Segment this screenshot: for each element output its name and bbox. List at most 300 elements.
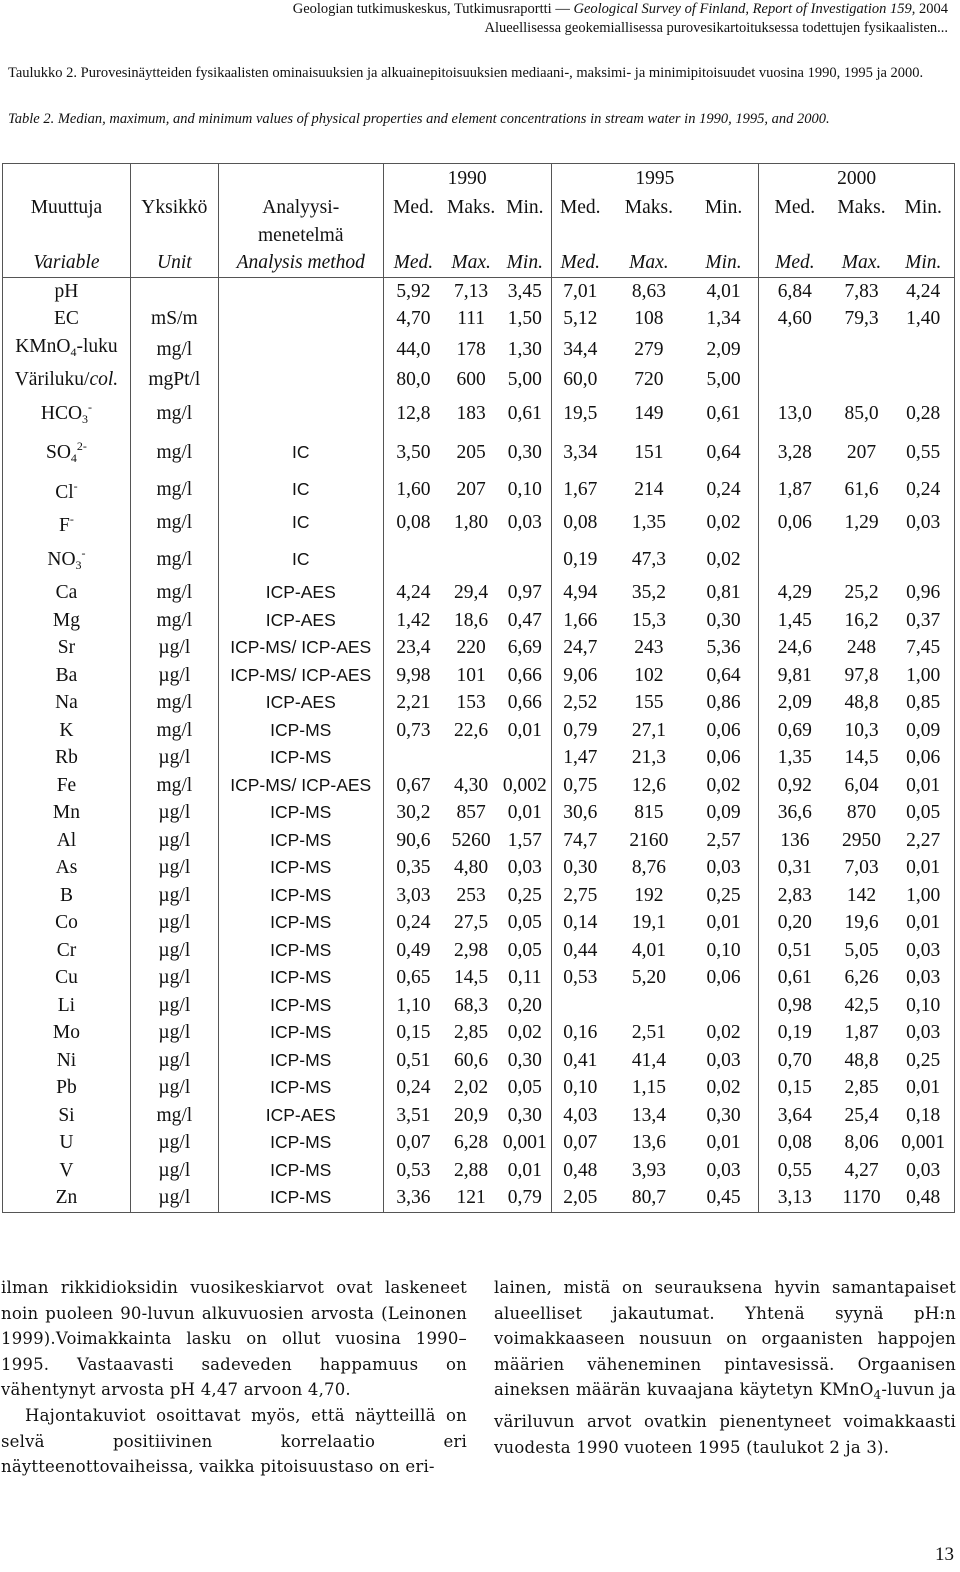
variable-cell bbox=[3, 506, 131, 540]
blank-cell bbox=[383, 222, 443, 250]
value-cell: 0,03 bbox=[706, 1159, 741, 1181]
method-cell: ICP-MS bbox=[218, 744, 383, 772]
value-cell: 178 bbox=[456, 338, 486, 360]
value-cell: 0,55 bbox=[892, 433, 954, 473]
header-stat-en: Med. bbox=[383, 249, 443, 277]
method-cell bbox=[218, 394, 383, 434]
table-row bbox=[3, 366, 955, 394]
method-cell: ICP-MS bbox=[218, 827, 383, 855]
value-cell: 0,19 bbox=[759, 1019, 831, 1047]
value-cell: 0,002 bbox=[502, 774, 547, 796]
value-cell: 27,5 bbox=[454, 912, 489, 933]
value-cell: 0,03 bbox=[507, 857, 542, 878]
value-cell: 5,12 bbox=[551, 305, 609, 333]
value-cell: 0,92 bbox=[759, 772, 831, 800]
value-cell: 0,47 bbox=[507, 609, 542, 631]
header-stat-en: Max. bbox=[831, 249, 893, 277]
value-cell: 8,76 bbox=[631, 857, 666, 878]
value-cell: 25,2 bbox=[844, 582, 879, 603]
value-cell: 5,00 bbox=[507, 369, 542, 390]
value-cell: 1,67 bbox=[551, 473, 609, 507]
value-cell: 4,03 bbox=[551, 1102, 609, 1130]
unit-cell: mg/l bbox=[130, 473, 218, 507]
variable-cell bbox=[3, 992, 131, 1020]
value-cell: 0,41 bbox=[551, 1047, 609, 1075]
body-paragraph bbox=[494, 1275, 956, 1460]
value-cell: 1,42 bbox=[383, 607, 443, 635]
unit-cell: mg/l bbox=[130, 506, 218, 540]
variable-cell bbox=[3, 937, 131, 965]
value-cell: 0,20 bbox=[507, 994, 542, 1016]
method-cell: ICP-MS bbox=[218, 937, 383, 965]
value-cell: 2950 bbox=[842, 829, 882, 851]
value-cell: 4,24 bbox=[383, 579, 443, 607]
value-cell: 0,03 bbox=[892, 1019, 954, 1047]
value-cell: 80,0 bbox=[383, 366, 443, 394]
blank-cell bbox=[499, 222, 551, 250]
variable-name: F bbox=[59, 515, 70, 536]
value-cell: 1,35 bbox=[759, 744, 831, 772]
value-cell: 1,80 bbox=[454, 512, 489, 533]
value-cell: 0,03 bbox=[892, 506, 954, 540]
value-cell: 2,85 bbox=[454, 1022, 489, 1043]
value-cell: 60,0 bbox=[551, 366, 609, 394]
value-cell: 0,45 bbox=[689, 1184, 759, 1212]
value-cell: 0,61 bbox=[507, 402, 542, 424]
value-cell: 3,13 bbox=[759, 1184, 831, 1212]
variable-name: Pb bbox=[56, 1077, 77, 1098]
blank-cell bbox=[3, 164, 131, 195]
blank-cell bbox=[443, 222, 499, 250]
value-cell: 60,6 bbox=[454, 1049, 489, 1071]
value-cell bbox=[759, 333, 831, 367]
variable-cell bbox=[3, 854, 131, 882]
value-cell: 6,84 bbox=[759, 277, 831, 305]
variable-cell bbox=[3, 366, 131, 394]
table-row bbox=[3, 799, 955, 827]
table-row bbox=[3, 634, 955, 662]
table-caption-finnish: Taulukko 2. Purovesinäytteiden fysikaalisten ominaisuuksien ja alkuainepitoisuuksien mediaani-, maksimi- ja minimipitoisuudet vuosina 1990, 1995 ja 2000. bbox=[8, 65, 924, 81]
value-cell: 0,07 bbox=[383, 1129, 443, 1157]
variable-cell bbox=[3, 1074, 131, 1102]
value-cell: 0,35 bbox=[383, 854, 443, 882]
header-stat-fi: Min. bbox=[892, 194, 954, 222]
unit-cell: µg/l bbox=[130, 1019, 218, 1047]
value-cell: 44,0 bbox=[383, 333, 443, 367]
header-stat-fi: Med. bbox=[551, 194, 609, 222]
variable-name: Cr bbox=[56, 939, 77, 961]
value-cell: 0,01 bbox=[892, 1074, 954, 1102]
value-cell: 9,06 bbox=[551, 662, 609, 690]
value-cell: 25,4 bbox=[844, 1104, 879, 1126]
method-cell: IC bbox=[218, 506, 383, 540]
table-row bbox=[3, 854, 955, 882]
value-cell: 1,40 bbox=[892, 305, 954, 333]
variable-cell bbox=[3, 579, 131, 607]
table-row bbox=[3, 964, 955, 992]
value-cell: 2,09 bbox=[706, 338, 741, 360]
value-cell: 0,30 bbox=[706, 609, 741, 631]
value-cell: 243 bbox=[634, 637, 664, 658]
value-cell: 30,2 bbox=[383, 799, 443, 827]
value-cell: 0,64 bbox=[706, 664, 741, 686]
value-cell: 4,80 bbox=[454, 857, 489, 878]
value-cell: 22,6 bbox=[454, 719, 489, 741]
value-cell: 0,51 bbox=[383, 1047, 443, 1075]
value-cell: 0,001 bbox=[892, 1129, 954, 1157]
value-cell: 0,10 bbox=[706, 939, 741, 961]
value-cell: 27,1 bbox=[631, 719, 666, 741]
value-cell: 7,13 bbox=[454, 280, 489, 302]
value-cell: 0,16 bbox=[551, 1019, 609, 1047]
value-cell: 19,6 bbox=[844, 912, 879, 933]
value-cell: 0,02 bbox=[507, 1022, 542, 1043]
value-cell: 2,83 bbox=[759, 882, 831, 910]
value-cell: 21,3 bbox=[631, 747, 666, 768]
year-1995: 1995 bbox=[551, 164, 759, 195]
page-number: 13 bbox=[935, 1544, 954, 1565]
value-cell: 12,8 bbox=[383, 394, 443, 434]
method-cell: ICP-AES bbox=[218, 607, 383, 635]
value-cell: 2160 bbox=[629, 829, 669, 851]
variable-name: Al bbox=[56, 829, 77, 851]
value-cell: 0,53 bbox=[383, 1157, 443, 1185]
value-cell: 0,08 bbox=[759, 1129, 831, 1157]
value-cell: 1,35 bbox=[631, 512, 666, 533]
value-cell: 79,3 bbox=[844, 308, 879, 329]
value-cell bbox=[831, 540, 893, 580]
value-cell: 0,44 bbox=[551, 937, 609, 965]
value-cell: 279 bbox=[634, 338, 664, 360]
value-cell: 5,36 bbox=[706, 637, 741, 658]
header-stat-en: Med. bbox=[759, 249, 831, 277]
unit-cell: mg/l bbox=[130, 607, 218, 635]
body-text-part: -luvun ja väriluvun arvot ovatkin pienentyneet voimakkaasti vuodesta 1990 vuoteen 1995 (taulukot 2 ja 3). bbox=[494, 1380, 956, 1457]
value-cell: 0,01 bbox=[507, 802, 542, 823]
value-cell: 6,04 bbox=[844, 774, 879, 796]
variable-cell bbox=[3, 1129, 131, 1157]
blank-cell bbox=[759, 222, 831, 250]
unit-cell: µg/l bbox=[130, 662, 218, 690]
unit-cell: µg/l bbox=[130, 1184, 218, 1212]
value-cell: 0,05 bbox=[507, 1077, 542, 1098]
body-text-subscript: 4 bbox=[873, 1388, 882, 1403]
value-cell: 111 bbox=[457, 308, 485, 329]
value-cell: 0,48 bbox=[551, 1157, 609, 1185]
value-cell: 0,86 bbox=[706, 692, 741, 713]
value-cell: 1,00 bbox=[892, 882, 954, 910]
unit-cell: mg/l bbox=[130, 1102, 218, 1130]
value-cell: 13,6 bbox=[631, 1132, 666, 1153]
unit-cell: mg/l bbox=[130, 540, 218, 580]
blank-cell bbox=[892, 222, 954, 250]
value-cell: 0,30 bbox=[507, 1049, 542, 1071]
table-row bbox=[3, 744, 955, 772]
value-cell: 0,28 bbox=[892, 394, 954, 434]
value-cell: 0,25 bbox=[892, 1047, 954, 1075]
table-row bbox=[3, 607, 955, 635]
blank-cell bbox=[689, 222, 759, 250]
variable-name: Väriluku/ bbox=[14, 369, 90, 390]
variable-name: V bbox=[59, 1159, 74, 1181]
method-cell: ICP-MS bbox=[218, 717, 383, 745]
unit-cell: µg/l bbox=[130, 882, 218, 910]
value-cell: 2,98 bbox=[454, 939, 489, 961]
unit-cell: µg/l bbox=[130, 634, 218, 662]
value-cell: 0,15 bbox=[383, 1019, 443, 1047]
variable-cell bbox=[3, 1157, 131, 1185]
table-row bbox=[3, 992, 955, 1020]
value-cell: 12,6 bbox=[631, 774, 666, 796]
body-column-left bbox=[1, 1275, 467, 1480]
value-cell: 870 bbox=[846, 802, 877, 823]
header-stat-en: Min. bbox=[499, 249, 551, 277]
value-cell: 0,03 bbox=[706, 1049, 741, 1071]
value-cell: 3,64 bbox=[759, 1102, 831, 1130]
value-cell: 0,06 bbox=[706, 719, 741, 741]
variable-superscript: - bbox=[73, 478, 78, 493]
value-cell: 85,0 bbox=[844, 402, 879, 424]
method-cell: ICP-MS bbox=[218, 799, 383, 827]
value-cell bbox=[831, 366, 893, 394]
value-cell: 1,60 bbox=[383, 473, 443, 507]
variable-name: Rb bbox=[55, 747, 78, 768]
method-cell: IC bbox=[218, 540, 383, 580]
unit-cell: mgPt/l bbox=[130, 366, 218, 394]
value-cell: 10,3 bbox=[844, 719, 879, 741]
header-stat-en: Max. bbox=[609, 249, 689, 277]
value-cell bbox=[383, 540, 443, 580]
running-header bbox=[293, 0, 948, 38]
value-cell: 0,07 bbox=[551, 1129, 609, 1157]
unit-cell: µg/l bbox=[130, 854, 218, 882]
value-cell: 0,98 bbox=[759, 992, 831, 1020]
value-cell: 42,5 bbox=[844, 994, 879, 1016]
value-cell: 0,31 bbox=[759, 854, 831, 882]
value-cell: 13,0 bbox=[759, 394, 831, 434]
value-cell: 2,52 bbox=[551, 689, 609, 717]
value-cell: 600 bbox=[456, 369, 486, 390]
value-cell: 815 bbox=[634, 802, 664, 823]
table-row bbox=[3, 1074, 955, 1102]
variable-subscript: 4 bbox=[70, 451, 77, 465]
unit-cell: mg/l bbox=[130, 717, 218, 745]
value-cell: 155 bbox=[634, 692, 664, 713]
table-row bbox=[3, 333, 955, 367]
variable-name: Ca bbox=[55, 582, 78, 603]
year-2000: 2000 bbox=[759, 164, 955, 195]
value-cell: 3,03 bbox=[383, 882, 443, 910]
value-cell: 0,08 bbox=[383, 506, 443, 540]
value-cell: 205 bbox=[456, 442, 486, 463]
header-stat-en: Min. bbox=[689, 249, 759, 277]
value-cell: 183 bbox=[456, 402, 486, 424]
header-stat-en: Med. bbox=[551, 249, 609, 277]
value-cell: 36,6 bbox=[759, 799, 831, 827]
header-unit-en: Unit bbox=[130, 249, 218, 277]
variable-suffix: col. bbox=[89, 369, 119, 390]
value-cell: 7,83 bbox=[844, 280, 879, 302]
value-cell: 2,05 bbox=[551, 1184, 609, 1212]
value-cell: 41,4 bbox=[631, 1049, 666, 1071]
blank-cell bbox=[551, 222, 609, 250]
value-cell: 1,66 bbox=[551, 607, 609, 635]
value-cell: 7,45 bbox=[892, 634, 954, 662]
value-cell: 857 bbox=[456, 802, 486, 823]
variable-cell bbox=[3, 909, 131, 937]
value-cell: 6,28 bbox=[454, 1132, 489, 1153]
value-cell: 4,01 bbox=[706, 280, 741, 302]
value-cell: 136 bbox=[759, 827, 831, 855]
table-row bbox=[3, 1102, 955, 1130]
value-cell: 15,3 bbox=[631, 609, 666, 631]
value-cell: 0,79 bbox=[499, 1184, 551, 1212]
value-cell: 3,51 bbox=[383, 1102, 443, 1130]
value-cell: 4,27 bbox=[844, 1159, 879, 1181]
value-cell: 121 bbox=[443, 1184, 499, 1212]
header-method-fi-1: Analyysi- bbox=[218, 194, 383, 222]
value-cell bbox=[689, 992, 759, 1020]
value-cell: 0,55 bbox=[759, 1157, 831, 1185]
value-cell: 2,85 bbox=[844, 1077, 879, 1098]
variable-superscript: - bbox=[81, 545, 86, 560]
value-cell: 0,30 bbox=[551, 854, 609, 882]
body-paragraph: ilman rikkidioksidin vuosikeskiarvot ovat laskeneet noin puoleen 90-luvun alkuvuosien arvosta (Leinonen 1999).Voimakkainta lasku on ollut vuosina 1990–1995. Vastaavasti sadeveden happamuus on vähentynyt arvosta pH 4,47 arvoon 4,70. bbox=[1, 1278, 467, 1400]
value-cell: 253 bbox=[456, 884, 486, 906]
value-cell: 3,50 bbox=[383, 433, 443, 473]
value-cell: 2,88 bbox=[454, 1159, 489, 1181]
variable-superscript: - bbox=[69, 512, 74, 526]
value-cell: 0,01 bbox=[892, 909, 954, 937]
method-cell: ICP-MS bbox=[218, 992, 383, 1020]
value-cell: 0,03 bbox=[892, 937, 954, 965]
variable-name: Sr bbox=[57, 637, 76, 658]
method-cell bbox=[218, 333, 383, 367]
table-row bbox=[3, 1184, 955, 1212]
variable-cell bbox=[3, 607, 131, 635]
header-series: Geological Survey of Finland, Report of Investigation 159, bbox=[573, 1, 916, 17]
value-cell: 1,87 bbox=[844, 1022, 879, 1043]
variable-name: Mg bbox=[52, 609, 80, 631]
variable-suffix: -luku bbox=[76, 335, 118, 357]
unit-cell: µg/l bbox=[130, 1047, 218, 1075]
value-cell: 0,10 bbox=[551, 1074, 609, 1102]
header-unit-fi: Yksikkö bbox=[130, 194, 218, 222]
variable-cell bbox=[3, 772, 131, 800]
unit-cell: mg/l bbox=[130, 433, 218, 473]
value-cell: 23,4 bbox=[383, 634, 443, 662]
method-cell: ICP-MS bbox=[218, 854, 383, 882]
value-cell: 207 bbox=[456, 478, 486, 500]
variable-cell bbox=[3, 1019, 131, 1047]
table-row bbox=[3, 277, 955, 305]
value-cell: 1,30 bbox=[507, 338, 542, 360]
value-cell: 0,11 bbox=[508, 967, 542, 988]
value-cell: 0,61 bbox=[706, 402, 741, 424]
value-cell: 0,06 bbox=[892, 744, 954, 772]
value-cell: 2,09 bbox=[759, 689, 831, 717]
method-cell: ICP-AES bbox=[218, 579, 383, 607]
blank-cell bbox=[609, 222, 689, 250]
variable-name: Na bbox=[55, 692, 78, 713]
value-cell: 0,15 bbox=[759, 1074, 831, 1102]
finnish-header-row bbox=[3, 194, 955, 222]
value-cell: 0,30 bbox=[706, 1104, 741, 1126]
value-cell: 108 bbox=[634, 308, 664, 329]
value-cell: 8,63 bbox=[631, 280, 666, 302]
value-cell: 0,01 bbox=[706, 1132, 741, 1153]
method-cell bbox=[218, 277, 383, 305]
header-method-en: Analysis method bbox=[218, 249, 383, 277]
unit-cell: mg/l bbox=[130, 394, 218, 434]
value-cell: 1,87 bbox=[759, 473, 831, 507]
value-cell: 6,69 bbox=[507, 637, 542, 658]
value-cell: 0,01 bbox=[507, 719, 542, 741]
data-table bbox=[2, 163, 955, 1213]
variable-cell bbox=[3, 433, 131, 473]
unit-cell: µg/l bbox=[130, 1129, 218, 1157]
value-cell: 153 bbox=[456, 692, 486, 713]
header-variable-en: Variable bbox=[3, 249, 131, 277]
table-row bbox=[3, 1129, 955, 1157]
blank-cell bbox=[218, 164, 383, 195]
value-cell: 7,03 bbox=[844, 857, 879, 878]
value-cell: 192 bbox=[634, 884, 664, 906]
value-cell: 3,45 bbox=[507, 280, 542, 302]
value-cell: 13,4 bbox=[631, 1104, 666, 1126]
method-cell: ICP-MS/ ICP-AES bbox=[218, 634, 383, 662]
value-cell: 0,02 bbox=[706, 512, 741, 533]
blank-cell bbox=[3, 222, 131, 250]
variable-superscript: - bbox=[88, 399, 93, 414]
value-cell: 102 bbox=[634, 664, 664, 686]
value-cell: 0,02 bbox=[706, 1077, 741, 1098]
value-cell: 1,34 bbox=[706, 308, 741, 329]
blank-cell bbox=[831, 222, 893, 250]
value-cell bbox=[383, 744, 443, 772]
variable-cell bbox=[3, 662, 131, 690]
value-cell: 0,05 bbox=[507, 912, 542, 933]
value-cell: 0,03 bbox=[892, 1157, 954, 1185]
value-cell: 2,27 bbox=[892, 827, 954, 855]
value-cell: 24,7 bbox=[551, 634, 609, 662]
header-line-2: Alueellisessa geokemiallisessa purovesikartoituksessa todettujen fysikaalisten... bbox=[484, 20, 948, 36]
value-cell bbox=[499, 744, 551, 772]
variable-name: EC bbox=[53, 308, 79, 329]
value-cell: 0,65 bbox=[383, 964, 443, 992]
value-cell: 4,70 bbox=[383, 305, 443, 333]
value-cell bbox=[892, 333, 954, 367]
year-header-row bbox=[3, 164, 955, 195]
value-cell: 0,05 bbox=[892, 799, 954, 827]
value-cell: 16,2 bbox=[844, 609, 879, 631]
header-line-1 bbox=[293, 0, 948, 19]
value-cell: 80,7 bbox=[609, 1184, 689, 1212]
method-cell: ICP-MS bbox=[218, 909, 383, 937]
value-cell bbox=[609, 992, 689, 1020]
value-cell: 0,01 bbox=[706, 912, 741, 933]
value-cell: 47,3 bbox=[631, 548, 666, 570]
value-cell: 3,36 bbox=[383, 1184, 443, 1212]
value-cell bbox=[892, 540, 954, 580]
value-cell: 20,9 bbox=[454, 1104, 489, 1126]
value-cell: 1,47 bbox=[551, 744, 609, 772]
unit-cell: µg/l bbox=[130, 1074, 218, 1102]
value-cell: 2,75 bbox=[551, 882, 609, 910]
value-cell: 0,64 bbox=[706, 442, 741, 463]
value-cell: 8,06 bbox=[844, 1132, 879, 1153]
value-cell: 2,02 bbox=[454, 1077, 489, 1098]
